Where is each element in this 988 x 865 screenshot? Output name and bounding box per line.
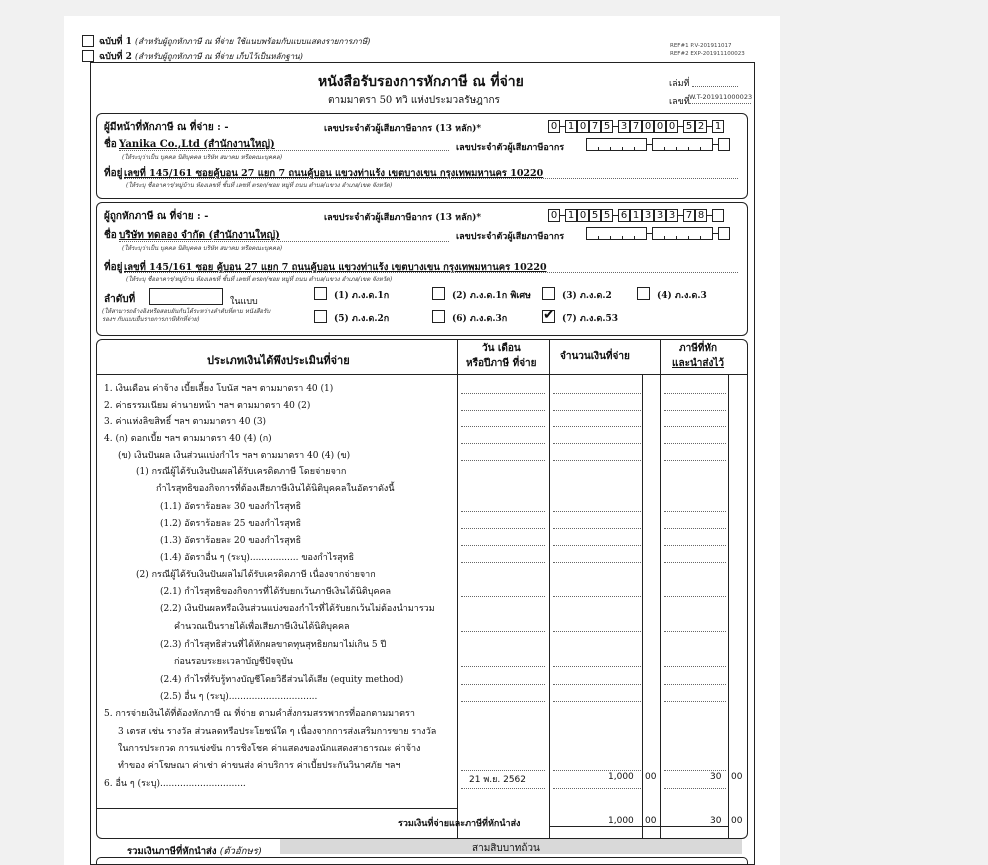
col-divider-amount-dec — [642, 374, 643, 839]
row-dot-line — [664, 701, 726, 702]
payer-heading: ผู้มีหน้าที่หักภาษี ณ ที่จ่าย : - — [104, 122, 229, 133]
payer-taxid2-label: เลขประจำตัวผู้เสียภาษีอากร — [456, 143, 565, 153]
payee-taxid2-label: เลขประจำตัวผู้เสียภาษีอากร — [456, 232, 565, 242]
payer-taxid2-box-tick — [664, 147, 665, 151]
total-top-rule — [97, 808, 457, 809]
bottom-section-cut — [96, 857, 748, 865]
form-option-checkbox[interactable] — [432, 310, 445, 323]
row-dot-line — [553, 410, 641, 411]
payer-taxid2-box-group — [586, 138, 647, 151]
ref2: REF#2 EXP-201911100023 — [670, 51, 745, 57]
row-dot-line — [553, 393, 641, 394]
copy1-note: (สำหรับผู้ถูกหักภาษี ณ ที่จ่าย ใช้แนบพร้อมกับแบบแสดงรายการภาษี) — [135, 37, 371, 46]
payee-address: เลขที่ 145/161 ซอย คู้บอน 27 แยก 7 ถนนคู้บอน แขวงท่าแร้ง เขตบางเขน กรุงเทพมหานคร 10220 — [124, 262, 547, 273]
payer-taxid2-box-tick — [688, 147, 689, 151]
income-row: ในการประกวด การแข่งขัน การชิงโชค ค่าแสดงของนักแสดงสาธารณะ ค่าจ้าง — [118, 744, 421, 754]
form-option-label: (5) ภ.ง.ด.2ก — [334, 314, 390, 324]
order-suffix: ในแบบ — [230, 297, 258, 307]
form-option-checkbox[interactable] — [542, 287, 555, 300]
payer-taxid-digit-box: 0 — [577, 120, 589, 133]
book-no-label: เล่มที่ — [669, 79, 690, 89]
payee-address-label: ที่อยู่ — [104, 262, 123, 273]
row-dot-line — [553, 545, 641, 546]
payee-taxid-digit-box: 5 — [601, 209, 613, 222]
row-dot-line — [664, 666, 726, 667]
col-header-amount: จำนวนเงินที่จ่าย — [560, 351, 630, 362]
row-dot-line — [664, 631, 726, 632]
form-option-label: (4) ภ.ง.ด.3 — [657, 291, 707, 301]
row-dot-line — [461, 443, 545, 444]
doc-no-label: เลขที่ — [669, 97, 690, 107]
payee-taxid-digit-box: 3 — [642, 209, 654, 222]
income-row: กำไรสุทธิของกิจการที่ต้องเสียภาษีเงินได้นิติบุคคลในอัตราดังนี้ — [156, 484, 395, 494]
payer-taxid-digit-box: 3 — [618, 120, 630, 133]
col-divider-date — [457, 339, 458, 839]
words-value: สามสิบบาทถ้วน — [472, 843, 540, 854]
row-dot-line — [664, 511, 726, 512]
income-row: (2.3) กำไรสุทธิส่วนที่ได้หักผลขาดทุนสุทธิยกมาไม่เกิน 5 ปี — [160, 640, 387, 650]
row-dot-line — [461, 545, 545, 546]
payer-taxid-digit-box: 0 — [654, 120, 666, 133]
row-dot-line — [553, 443, 641, 444]
income-row: (2.4) กำไรที่รับรู้ทางบัญชีโดยวิธีส่วนได้เสีย (equity method) — [160, 675, 404, 685]
row-dot-line — [461, 511, 545, 512]
payee-taxid-digit-box: 6 — [618, 209, 630, 222]
col-header-date2: หรือปีภาษี ที่จ่าย — [466, 358, 537, 369]
payee-taxid2-box-tick — [676, 236, 677, 240]
form-title: หนังสือรับรองการหักภาษี ณ ที่จ่าย — [318, 74, 524, 90]
income-row: (2) กรณีผู้ได้รับเงินปันผลไม่ได้รับเครดิตภาษี เนื่องจากจ่ายจาก — [136, 570, 376, 580]
form-subtitle: ตามมาตรา 50 ทวิ แห่งประมวลรัษฎากร — [328, 95, 500, 106]
row-dot-line — [664, 443, 726, 444]
payer-address-hint: (ให้ระบุ ชื่ออาคาร/หมู่บ้าน ห้องเลขที่ ชั้นที่ เลขที่ ตรอก/ซอย หมู่ที่ ถนน ตำบล/แขวง อำเภอ/เขต จังหวัด) — [126, 182, 393, 189]
form-option-checkbox[interactable] — [637, 287, 650, 300]
payee-taxid-digit-box: 3 — [666, 209, 678, 222]
row-dot-line — [461, 684, 545, 685]
item5-amount: 1,000 — [608, 772, 634, 782]
income-row: (2.5) อื่น ๆ (ระบุ)............................... — [160, 692, 318, 702]
row-dot-line — [461, 460, 545, 461]
income-row: (ข) เงินปันผล เงินส่วนแบ่งกำไร ฯลฯ ตามมาตรา 40 (4) (ข) — [118, 451, 351, 461]
row-dot-line — [664, 460, 726, 461]
payer-address-label: ที่อยู่ — [104, 168, 123, 179]
row-dot-line — [553, 511, 641, 512]
copy1-line — [99, 34, 370, 48]
payer-taxid2-box-tick — [634, 147, 635, 151]
payer-name-hint: (ให้ระบุว่าเป็น บุคคล นิติบุคคล บริษัท สมาคม หรือคณะบุคคล) — [122, 154, 283, 161]
income-row: (1.1) อัตราร้อยละ 30 ของกำไรสุทธิ — [160, 502, 302, 512]
words-label: รวมเงินภาษีที่หักนำส่ง — [127, 846, 217, 857]
col-header-date1: วัน เดือน — [482, 343, 521, 354]
income-row: 4. (ก) ดอกเบี้ย ฯลฯ ตามมาตรา 40 (4) (ก) — [104, 434, 272, 444]
col-header-income: ประเภทเงินได้พึงประเมินที่จ่าย — [207, 354, 350, 367]
income-row: คำนวณเป็นรายได้เพื่อเสียภาษีเงินได้นิติบุคคล — [174, 622, 350, 632]
payee-taxid-label: เลขประจำตัวผู้เสียภาษีอากร (13 หลัก)* — [324, 213, 482, 223]
income-row: (1.4) อัตราอื่น ๆ (ระบุ)................. ของกำไรสุทธิ — [160, 553, 355, 563]
row-dot-line — [553, 562, 641, 563]
col-divider-amount — [549, 339, 550, 839]
payer-taxid-digit-box: 7 — [589, 120, 601, 133]
row-dot-line — [553, 528, 641, 529]
income-row: ก่อนรอบระยะเวลาบัญชีปัจจุบัน — [174, 657, 294, 667]
row-dot-line — [553, 596, 641, 597]
row-dot-line — [664, 393, 726, 394]
doc-no-value: W.T-201911000023 — [689, 93, 753, 101]
row-dot-line — [664, 788, 726, 789]
payee-taxid2-box-group — [652, 227, 713, 240]
payee-name: บริษัท ทดลอง จำกัด (สำนักงานใหญ่) — [119, 230, 280, 241]
payer-name: Yanika Co.,Ltd (สำนักงานใหญ่) — [119, 139, 275, 150]
payee-taxid-digit-box: 8 — [695, 209, 707, 222]
copy1-label: ฉบับที่ 1 — [99, 37, 132, 47]
payer-taxid-digit-box: 1 — [712, 120, 724, 133]
order-input[interactable] — [149, 288, 223, 305]
ref1: REF#1 P.V-201911017 — [670, 43, 732, 49]
copy2-line — [99, 49, 303, 63]
payer-taxid-digit-box: 0 — [548, 120, 560, 133]
form-option-label: (6) ภ.ง.ด.3ก — [452, 314, 508, 324]
row-dot-line — [553, 426, 641, 427]
payee-name-line — [119, 241, 449, 242]
row-dot-line — [461, 528, 545, 529]
row-dot-line — [553, 631, 641, 632]
row-dot-line — [553, 684, 641, 685]
form-option-label: (2) ภ.ง.ด.1ก พิเศษ — [452, 291, 531, 301]
income-row: 1. เงินเดือน ค่าจ้าง เบี้ยเลี้ยง โบนัส ฯลฯ ตามมาตรา 40 (1) — [104, 384, 334, 394]
payer-taxid2-box-tick — [598, 147, 599, 151]
certificate-page — [64, 16, 780, 865]
payee-taxid-digit-box: 0 — [548, 209, 560, 222]
payee-taxid2-box-tick — [598, 236, 599, 240]
row-dot-line — [461, 596, 545, 597]
payer-name-label: ชื่อ — [104, 139, 117, 150]
payer-taxid-digit-box: 0 — [666, 120, 678, 133]
payee-taxid2-box-tick — [700, 236, 701, 240]
row-dot-line — [664, 545, 726, 546]
col-divider-tax-dec — [728, 374, 729, 839]
row-dot-line — [664, 410, 726, 411]
row-dot-line — [553, 666, 641, 667]
payee-heading: ผู้ถูกหักภาษี ณ ที่จ่าย : - — [104, 211, 209, 222]
payee-taxid2-box-tick — [664, 236, 665, 240]
item5-tax: 30 — [710, 772, 722, 782]
copy2-label: ฉบับที่ 2 — [99, 52, 132, 62]
row-dot-line — [461, 701, 545, 702]
row-dot-line — [553, 701, 641, 702]
copy2-checkbox[interactable] — [82, 50, 94, 62]
table-header-rule — [97, 374, 747, 375]
form-option-label: (1) ภ.ง.ด.1ก — [334, 291, 390, 301]
payer-taxid-digit-box: 0 — [642, 120, 654, 133]
words-hint: (ตัวอักษร) — [219, 846, 262, 857]
payee-taxid-digit-box: 0 — [577, 209, 589, 222]
payee-taxid-digit-box: 1 — [565, 209, 577, 222]
income-row: 3. ค่าแห่งลิขสิทธิ์ ฯลฯ ตามมาตรา 40 (3) — [104, 417, 267, 427]
payer-address-line — [124, 178, 738, 179]
payee-address-line — [124, 272, 738, 273]
income-row: 2. ค่าธรรมเนียม ค่านายหน้า ฯลฯ ตามมาตรา 40 (2) — [104, 401, 311, 411]
checkmark-icon: ✔ — [543, 307, 555, 323]
payee-taxid2-box-end — [718, 227, 730, 240]
copy1-checkbox[interactable] — [82, 35, 94, 47]
payer-taxid-digit-box: 7 — [630, 120, 642, 133]
copy2-note: (สำหรับผู้ถูกหักภาษี ณ ที่จ่าย เก็บไว้เป็นหลักฐาน) — [135, 52, 303, 61]
order-hint: (ให้สามารถอ้างอิงหรือสอบยันกันได้ระหว่างลำดับที่ตาม หนังสือรับรองฯ กับแบบยื่นรายการภาษีหักที่จ่าย) — [102, 308, 271, 323]
payee-taxid-digit-box — [712, 209, 724, 222]
income-row: (1) กรณีผู้ได้รับเงินปันผลได้รับเครดิตภาษี โดยจ่ายจาก — [136, 467, 347, 477]
book-no-line — [692, 86, 738, 87]
payee-name-hint: (ให้ระบุว่าเป็น บุคคล นิติบุคคล บริษัท สมาคม หรือคณะบุคคล) — [122, 245, 283, 252]
item5-amount-dec: 00 — [645, 772, 657, 782]
row-dot-line — [461, 393, 545, 394]
income-row: (2.2) เงินปันผลหรือเงินส่วนแบ่งของกำไรที่ได้รับยกเว้นไม่ต้องนำมารวม — [160, 604, 435, 614]
row-dot-line — [553, 770, 641, 771]
col-divider-tax — [660, 339, 661, 839]
payee-address-hint: (ให้ระบุ ชื่ออาคาร/หมู่บ้าน ห้องเลขที่ ชั้นที่ เลขที่ ตรอก/ซอย หมู่ที่ ถนน ตำบล/แขวง อำเภอ/เขต จังหวัด) — [126, 276, 393, 283]
total-tax: 30 — [710, 816, 722, 826]
row-dot-line — [461, 562, 545, 563]
payee-taxid2-box-group — [586, 227, 647, 240]
payee-name-label: ชื่อ — [104, 230, 117, 241]
form-option-checkbox[interactable] — [314, 310, 327, 323]
row-dot-line — [461, 666, 545, 667]
payee-taxid2-box-tick — [610, 236, 611, 240]
row-dot-line — [664, 770, 726, 771]
item5-date: 21 พ.ย. 2562 — [469, 775, 527, 785]
payer-taxid2-box-tick — [676, 147, 677, 151]
form-option-checkbox[interactable] — [314, 287, 327, 300]
payer-taxid-digit-box: 1 — [565, 120, 577, 133]
row-dot-line — [461, 770, 545, 771]
income-row: (1.3) อัตราร้อยละ 20 ของกำไรสุทธิ — [160, 536, 302, 546]
income-row: (2.1) กำไรสุทธิของกิจการที่ได้รับยกเว้นภาษีเงินได้นิติบุคคล — [160, 587, 392, 597]
income-row: 6. อื่น ๆ (ระบุ).............................. — [104, 779, 246, 789]
payer-taxid2-box-tick — [700, 147, 701, 151]
total-tax-dec: 00 — [731, 816, 743, 826]
form-option-label: (3) ภ.ง.ด.2 — [562, 291, 612, 301]
payer-taxid2-box-end — [718, 138, 730, 151]
row-dot-line — [461, 426, 545, 427]
payer-taxid-label: เลขประจำตัวผู้เสียภาษีอากร (13 หลัก)* — [324, 124, 482, 134]
row-dot-line — [553, 460, 641, 461]
row-dot-line — [461, 410, 545, 411]
total-underline — [550, 826, 728, 827]
col-header-tax1: ภาษีที่หัก — [679, 343, 718, 354]
payer-taxid2-box-group — [652, 138, 713, 151]
ref-numbers — [670, 42, 745, 58]
row-dot-line — [664, 684, 726, 685]
row-dot-line — [553, 788, 641, 789]
item5-tax-dec: 00 — [731, 772, 743, 782]
row-dot-line — [664, 528, 726, 529]
total-amount: 1,000 — [608, 816, 634, 826]
payer-name-line — [119, 150, 449, 151]
payee-taxid-digit-box: 1 — [630, 209, 642, 222]
row-dot-line — [461, 788, 545, 789]
payee-taxid-digit-box: 5 — [589, 209, 601, 222]
form-option-label: (7) ภ.ง.ด.53 — [562, 314, 619, 324]
income-row: ทำของ ค่าโฆษณา ค่าเช่า ค่าขนส่ง ค่าบริการ ค่าเบี้ยประกันวินาศภัย ฯลฯ — [118, 761, 401, 771]
order-label: ลำดับที่ — [104, 294, 136, 305]
payee-taxid2-box-tick — [622, 236, 623, 240]
payer-taxid-digit-box: 5 — [683, 120, 695, 133]
row-dot-line — [664, 596, 726, 597]
row-dot-line — [664, 562, 726, 563]
payee-taxid-digit-box: 3 — [654, 209, 666, 222]
doc-no-line — [689, 103, 751, 104]
income-row: 5. การจ่ายเงินได้ที่ต้องหักภาษี ณ ที่จ่าย ตามคำสั่งกรมสรรพากรที่ออกตามมาตรา — [104, 709, 415, 719]
form-option-checkbox[interactable] — [432, 287, 445, 300]
row-dot-line — [664, 426, 726, 427]
income-row: 3 เตรส เช่น รางวัล ส่วนลดหรือประโยชน์ใด ๆ เนื่องจากการส่งเสริมการขาย รางวัล — [118, 727, 437, 737]
total-label: รวมเงินที่จ่ายและภาษีที่หักนำส่ง — [398, 819, 521, 829]
payer-taxid-digit-box: 2 — [695, 120, 707, 133]
row-dot-line — [461, 631, 545, 632]
payee-taxid2-box-tick — [634, 236, 635, 240]
payer-taxid2-box-tick — [622, 147, 623, 151]
income-row: (1.2) อัตราร้อยละ 25 ของกำไรสุทธิ — [160, 519, 302, 529]
payer-taxid-digit-box: 5 — [601, 120, 613, 133]
payer-address: เลขที่ 145/161 ซอยคู้บอน 27 แยก 7 ถนนคู้บอน แขวงท่าแร้ง เขตบางเขน กรุงเทพมหานคร 10220 — [124, 168, 544, 179]
col-header-tax2: และนำส่งไว้ — [672, 358, 725, 369]
payer-taxid2-box-tick — [610, 147, 611, 151]
total-amount-dec: 00 — [645, 816, 657, 826]
payee-taxid-digit-box: 7 — [683, 209, 695, 222]
payee-taxid2-box-tick — [688, 236, 689, 240]
